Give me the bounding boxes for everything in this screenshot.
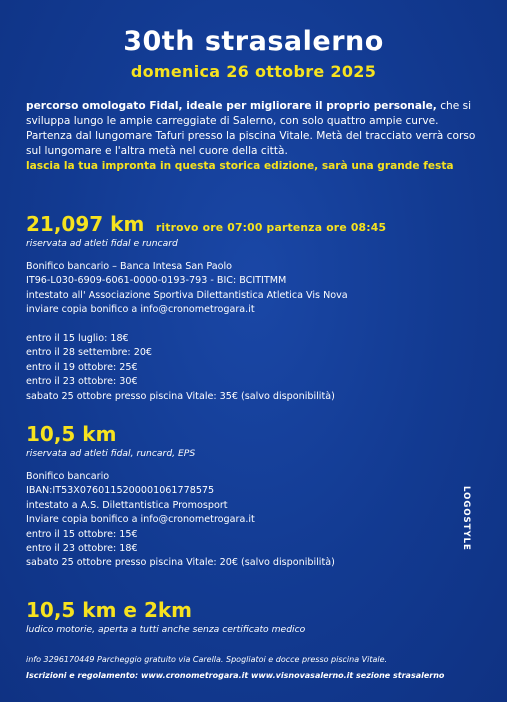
half-marathon-times: ritrovo ore 07:00 partenza ore 08:45: [155, 221, 387, 234]
footer-info: info 3296170449 Parcheggio gratuito via Carella. Spogliatoi e docce presso piscina Vitale.: [26, 655, 388, 664]
detail-line: entro il 15 ottobre: 15€: [26, 528, 138, 540]
fee-line: entro il 19 ottobre: 25€: [26, 361, 138, 373]
ludic-note: ludico motorie, aperta a tutti anche senza certificato medico: [26, 624, 306, 635]
detail-line: sabato 25 ottobre presso piscina Vitale: 20€ (salvo disponibilità): [26, 557, 335, 569]
footer: [26, 652, 486, 684]
ten-five-note: riservata ad atleti fidal, runcard, EPS: [26, 448, 196, 459]
event-title: 30th strasalerno: [123, 26, 384, 57]
intro-lead: percorso omologato Fidal, ideale per migliorare il proprio personale,: [26, 100, 437, 112]
fee-line: entro il 23 ottobre: 30€: [26, 376, 138, 388]
half-marathon-fees: [26, 332, 456, 404]
payment-line: Bonifico bancario – Banca Intesa San Paolo: [26, 261, 232, 272]
fee-line: sabato 25 ottobre presso piscina Vitale: 35€ (salvo disponibilità): [26, 390, 335, 402]
half-marathon-note: riservata ad atleti fidal e runcard: [26, 238, 178, 249]
payment-line: IT96-L030-6909-6061-0000-0193-793 - BIC: BCITITMM: [26, 275, 287, 287]
payment-line: inviare copia bonifico a info@cronometrogara.it: [26, 304, 255, 316]
detail-line: intestato a A.S. Dilettantistica Promosport: [26, 499, 228, 511]
fee-line: entro il 28 settembre: 20€: [26, 347, 153, 359]
ten-five-heading: [26, 422, 116, 446]
detail-line: Inviare copia bonifico a info@cronometrogara.it: [26, 514, 255, 526]
half-marathon-heading: [26, 212, 386, 236]
intro-paragraph: [26, 99, 478, 174]
event-date: domenica 26 ottobre 2025: [130, 62, 377, 81]
logostyle-credit: LOGOSTYLE: [461, 486, 471, 551]
intro-body: che si sviluppa lungo le ampie carreggiate di Salerno, con solo quattro ampie curve. Partenza dal lungomare Tafuri presso la piscina Vitale. Metà del tracciato verrà corso sul lungomare e l'altra metà nel cuore della città.: [26, 100, 476, 157]
ludic-heading: [26, 598, 192, 622]
detail-line: entro il 23 ottobre: 18€: [26, 543, 138, 555]
fee-line: entro il 15 luglio: 18€: [26, 333, 129, 344]
detail-line: IBAN:IT53X0760115200001061778575: [26, 485, 215, 497]
intro-highlight: lascia la tua impronta in questa storica edizione, sarà una grande festa: [26, 160, 454, 172]
detail-line: Bonifico bancario: [26, 471, 110, 482]
footer-links: Iscrizioni e regolamento: www.cronometrogara.it www.visnovasalerno.it sezione strasalerno: [26, 671, 445, 680]
half-marathon-distance: 21,097 km: [26, 212, 145, 236]
half-marathon-payment: [26, 260, 456, 318]
ludic-distance: 10,5 km e 2km: [26, 598, 192, 622]
ten-five-distance: 10,5 km: [26, 422, 117, 446]
ten-five-details: [26, 470, 456, 571]
payment-line: intestato all' Associazione Sportiva Dilettantistica Atletica Vis Nova: [26, 289, 348, 301]
